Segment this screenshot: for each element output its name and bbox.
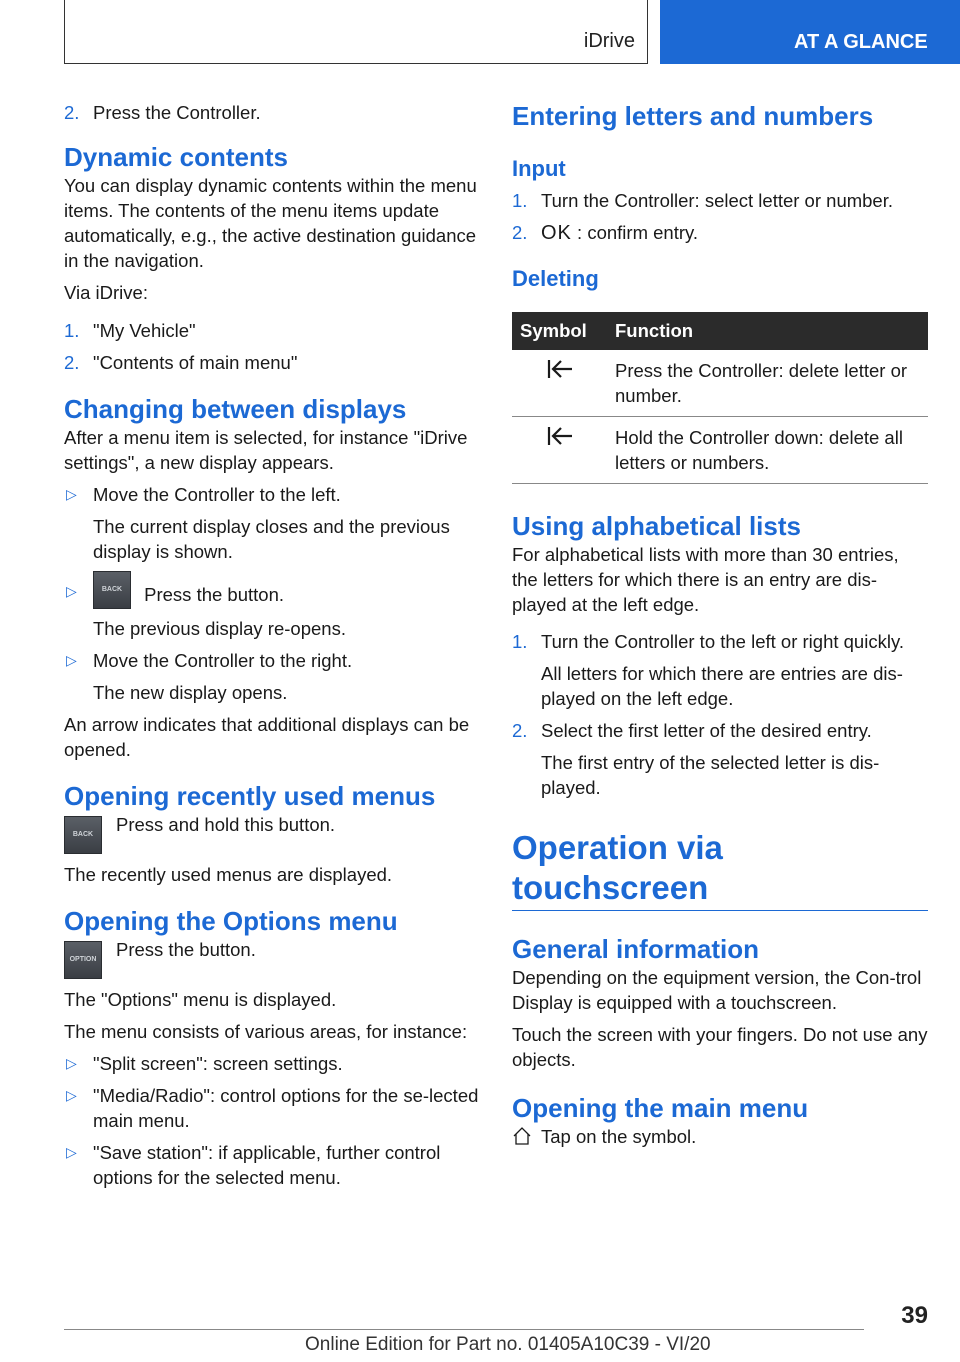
changing-body: After a menu item is selected, for instance "iDrive settings", a new display appears. [64, 427, 468, 473]
via-idrive-label: Via iDrive: [64, 282, 148, 303]
main-menu-instruction-text: Tap on the symbol. [541, 1126, 697, 1147]
heading-general-information: General information [512, 934, 760, 964]
header-section-title: iDrive [583, 30, 635, 52]
bullet-text: Press the button. [144, 583, 285, 605]
header-section-box [64, 0, 648, 64]
page-number: 39 [901, 1302, 928, 1329]
bullet-item [64, 1051, 482, 1076]
bullet-text: "Save station": if applicable, further control options for the selected menu. [93, 1142, 441, 1188]
recent-instruction-text: Press and hold this button. [116, 814, 336, 835]
table-row [512, 417, 928, 484]
step-number: 1. [64, 320, 80, 341]
home-icon [512, 1126, 532, 1151]
bullet-subtext: The previous display re-opens. [93, 618, 346, 639]
step-item [64, 350, 482, 375]
bullet-item [64, 482, 482, 564]
step-text: Turn the Controller: select letter or number. [541, 190, 893, 211]
options-instruction [64, 937, 482, 977]
bullet-text: "Split screen": screen settings. [93, 1053, 343, 1074]
heading-options-menu: Opening the Options menu [64, 906, 398, 936]
header-chapter-title: AT A GLANCE [794, 31, 928, 53]
delete-arrow-icon [512, 417, 607, 484]
options-instruction-text: Press the button. [116, 939, 256, 960]
bullet-item [64, 1083, 482, 1133]
general-body-2: Touch the screen with your fingers. Do not use any objects. [512, 1024, 928, 1070]
table-cell-function: Press the Controller: delete letter or number. [607, 350, 928, 417]
bullet-triangle-icon: ▷ [66, 652, 77, 668]
heading-input: Input [512, 156, 566, 181]
bullet-triangle-icon: ▷ [66, 1087, 77, 1103]
bullet-triangle-icon: ▷ [66, 583, 77, 599]
bullet-text: Move the Controller to the right. [93, 650, 353, 671]
heading-dynamic-contents: Dynamic contents [64, 142, 288, 172]
heading-entering-letters: Entering letters and numbers [512, 101, 874, 131]
bullet-triangle-icon: ▷ [66, 1144, 77, 1160]
heading-alphabetical-lists: Using alphabetical lists [512, 511, 801, 541]
recent-body: The recently used menus are displayed. [64, 864, 393, 885]
bullet-subtext: The new display opens. [93, 682, 288, 703]
left-column [64, 100, 482, 1197]
header-chapter-tab [660, 0, 960, 64]
bullet-subtext: The current display closes and the previous display is shown. [93, 516, 450, 562]
footer-divider [64, 1329, 864, 1330]
step-item [64, 318, 482, 343]
step-number: 1. [512, 190, 528, 211]
step-subtext: The first entry of the selected letter is dis‐played. [541, 752, 880, 798]
step-text: Turn the Controller to the left or right quickly. [541, 631, 904, 652]
step-item [512, 220, 928, 246]
step-number: 2. [64, 102, 80, 123]
bullet-text: Move the Controller to the left. [93, 484, 341, 505]
step-text: "My Vehicle" [93, 320, 196, 341]
step-number: 2. [512, 720, 528, 741]
right-column [512, 100, 928, 1150]
step-item [64, 100, 482, 125]
step-item [512, 718, 928, 800]
table-row [512, 350, 928, 417]
delete-arrow-icon [512, 350, 607, 417]
step-text: : confirm entry. [577, 222, 699, 243]
step-item [512, 629, 928, 711]
step-number: 2. [64, 352, 80, 373]
main-menu-instruction [512, 1124, 928, 1150]
heading-changing-displays: Changing between displays [64, 394, 407, 424]
step-item [512, 188, 928, 213]
recent-instruction [64, 812, 482, 852]
alpha-body: For alphabetical lists with more than 30 entries, the letters for which there is an entry are dis‐played at the left edge. [512, 544, 899, 615]
step-subtext: All letters for which there are entries are dis‐played on the left edge. [541, 663, 903, 709]
bullet-triangle-icon: ▷ [66, 1055, 77, 1071]
dynamic-body: You can display dynamic contents within the menu items. The contents of the menu items update automatically, e.g., the active destination guidance in the navigation. [64, 175, 477, 271]
back-button-icon: BACK [64, 816, 102, 854]
back-button-icon: BACK [93, 571, 131, 609]
footer-edition: Online Edition for Part no. 01405A10C39 - VI/20 [305, 1334, 711, 1355]
step-number: 1. [512, 631, 528, 652]
bullet-item [64, 1140, 482, 1190]
heading-deleting: Deleting [512, 266, 599, 291]
bullet-text: "Media/Radio": control options for the se‐lected main menu. [93, 1085, 479, 1131]
step-text: "Contents of main menu" [93, 352, 298, 373]
deleting-table [512, 312, 928, 484]
bullet-triangle-icon: ▷ [66, 486, 77, 502]
table-cell-function: Hold the Controller down: delete all letters or numbers. [607, 417, 928, 484]
step-text: Select the first letter of the desired entry. [541, 720, 872, 741]
heading-touchscreen: Operation via touchscreen [512, 828, 928, 911]
general-body-1: Depending on the equipment version, the Con‐trol Display is equipped with a touchscreen. [512, 967, 922, 1013]
step-number: 2. [512, 222, 528, 243]
heading-recent-menus: Opening recently used menus [64, 781, 436, 811]
table-header-row [512, 312, 928, 350]
options-body-2: The menu consists of various areas, for instance: [64, 1021, 468, 1042]
bullet-item [64, 648, 482, 705]
step-text: Press the Controller. [93, 102, 261, 123]
ok-icon: OK [541, 222, 572, 244]
changing-after: An arrow indicates that additional displays can be opened. [64, 714, 470, 760]
table-header-symbol: Symbol [512, 312, 607, 350]
option-button-icon: OPTION [64, 941, 102, 979]
heading-opening-main-menu: Opening the main menu [512, 1093, 809, 1123]
options-body-1: The "Options" menu is displayed. [64, 989, 337, 1010]
table-header-function: Function [607, 312, 928, 350]
bullet-item [64, 571, 482, 641]
